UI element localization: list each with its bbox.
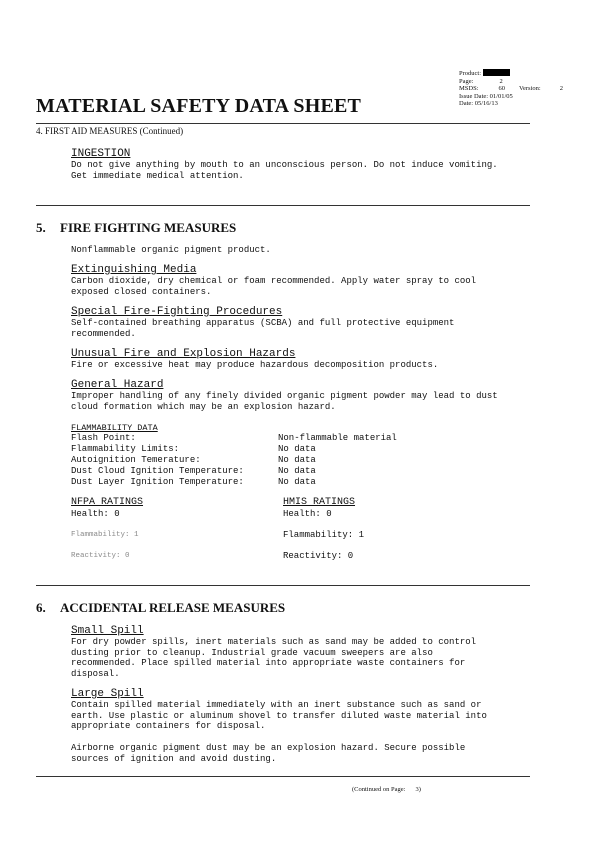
flammability-row-value: No data [278, 444, 316, 454]
nfpa-ratings-heading: NFPA RATINGS [71, 497, 144, 508]
continued-label: (Continued on Page: [352, 786, 406, 793]
nfpa-health: Health: 0 [71, 509, 120, 519]
date: Date: 05/16/13 [459, 100, 498, 108]
product-label: Product: [459, 70, 482, 77]
flammability-row-label: Flammability Limits: [71, 444, 180, 454]
page-label: Page: [459, 77, 474, 85]
product-row [459, 69, 563, 78]
continued-on-page [352, 786, 421, 793]
flammability-row-label: Autoignition Temerature: [71, 455, 201, 465]
flammability-row-value: Non-flammable material [278, 433, 397, 443]
section-5-title [36, 220, 236, 236]
flammability-row [71, 466, 316, 476]
ingestion-heading: INGESTION [71, 148, 131, 160]
section-divider-5 [36, 205, 530, 206]
large-spill-heading: Large Spill [71, 688, 144, 700]
small-spill-heading: Small Spill [71, 625, 144, 637]
continued-page-number: 3) [415, 786, 421, 793]
section-6-number: 6. [36, 600, 46, 615]
general-hazard-heading: General Hazard [71, 379, 164, 391]
hmis-ratings-heading: HMIS RATINGS [283, 497, 356, 508]
fire-fighting-procedures-text: Self-contained breathing apparatus (SCBA) and full protective equipment recommended. [71, 318, 455, 339]
extinguishing-media-text: Carbon dioxide, dry chemical or foam recommended. Apply water spray to cool exposed closed containers. [71, 276, 477, 297]
section-4-continued-heading: 4. FIRST AID MEASURES (Continued) [36, 126, 184, 136]
nfpa-reactivity: Reactivity: 0 [71, 552, 130, 560]
large-spill-text: Contain spilled material immediately with an inert substance such as sand or earth. Use plastic or aluminum shovel to transfer diluted waste material into appropriate containers for disposal. [71, 700, 487, 732]
msds-value: 60 [498, 85, 506, 93]
flammability-row [71, 477, 316, 487]
version-value: 2 [559, 85, 563, 93]
flammability-row [71, 433, 397, 443]
section-6-title-text: ACCIDENTAL RELEASE MEASURES [60, 600, 286, 615]
flammability-row [71, 444, 316, 454]
msds-row [459, 85, 563, 93]
document-meta [459, 69, 563, 108]
issue-date: Issue Date: 01/01/05 [459, 92, 513, 100]
general-hazard-text: Improper handling of any finely divided organic pigment powder may lead to dust cloud formation which may be an explosion hazard. [71, 391, 498, 412]
flammability-row-value: No data [278, 455, 316, 465]
section-6-title [36, 600, 285, 616]
flammability-row-value: No data [278, 466, 316, 476]
extinguishing-media-heading: Extinguishing Media [71, 264, 197, 276]
redacted-product [483, 69, 510, 76]
page-value: 2 [499, 77, 503, 85]
section-5-title-text: FIRE FIGHTING MEASURES [60, 220, 237, 235]
flammability-row-value: No data [278, 477, 316, 487]
ingestion-text: Do not give anything by mouth to an unconscious person. Do not induce vomiting. Get immediate medical attention. [71, 160, 498, 181]
hmis-health: Health: 0 [283, 509, 332, 519]
small-spill-text: For dry powder spills, inert materials such as sand may be added to control dusting prior to cleanup. Industrial grade vacuum sweepers are also recommended. Place spilled material into appropriate waste containers for disposal. [71, 637, 477, 679]
page-row [459, 78, 563, 86]
flammability-row-label: Flash Point: [71, 433, 136, 443]
flammability-data-heading: FLAMMABILITY DATA [71, 423, 158, 433]
flammability-row-label: Dust Cloud Ignition Temperature: [71, 466, 244, 476]
section-divider-6 [36, 585, 530, 586]
fire-fighting-procedures-heading: Special Fire-Fighting Procedures [71, 306, 283, 318]
section-5-number: 5. [36, 220, 46, 235]
title-divider [36, 123, 530, 124]
msds-label: MSDS: [459, 85, 479, 93]
hmis-reactivity: Reactivity: 0 [283, 551, 354, 561]
large-spill-text-2: Airborne organic pigment dust may be an explosion hazard. Secure possible sources of ignition and avoid dusting. [71, 743, 466, 764]
hmis-flammability: Flammability: 1 [283, 530, 365, 540]
unusual-hazards-text: Fire or excessive heat may produce hazardous decomposition products. [71, 360, 439, 370]
version-label: Version: [519, 85, 541, 93]
nfpa-flammability: Flammability: 1 [71, 531, 139, 539]
document-title: MATERIAL SAFETY DATA SHEET [36, 95, 362, 117]
unusual-hazards-heading: Unusual Fire and Explosion Hazards [71, 348, 296, 360]
flammability-row [71, 455, 316, 465]
section-5-intro: Nonflammable organic pigment product. [71, 245, 271, 255]
footer-divider [36, 776, 530, 777]
flammability-row-label: Dust Layer Ignition Temperature: [71, 477, 244, 487]
